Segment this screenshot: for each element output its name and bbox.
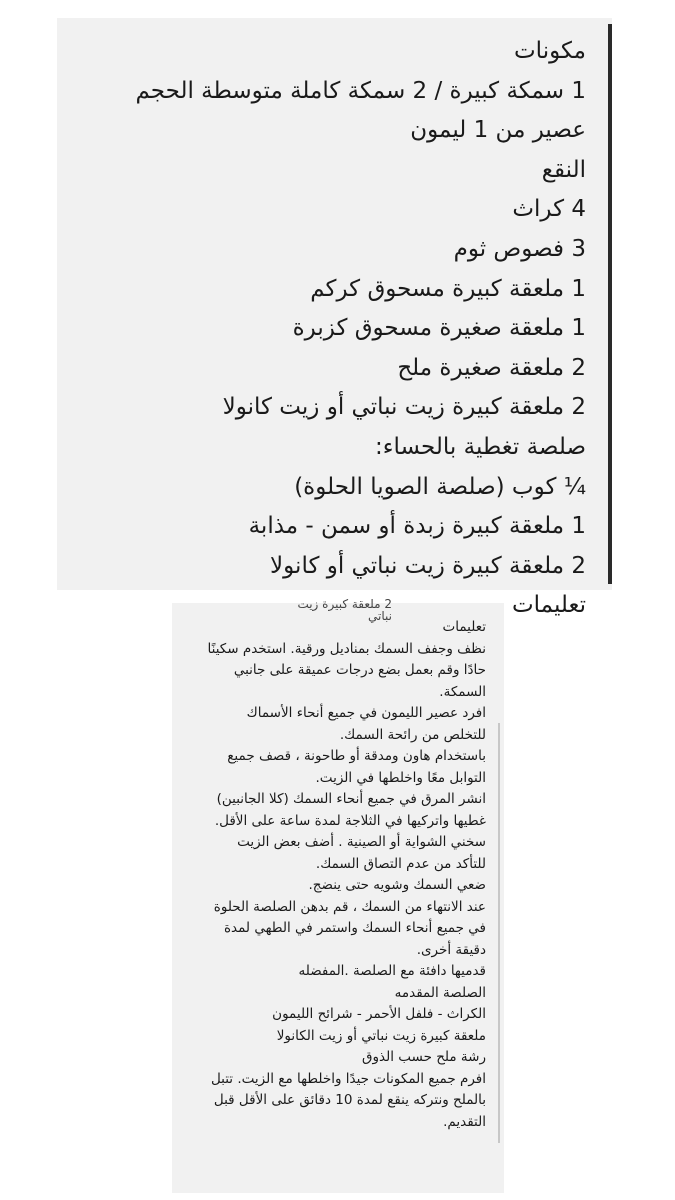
list-item: للتخلص من رائحة السمك.: [339, 726, 486, 743]
list-item: ¼ كوب (صلصة الصويا الحلوة): [294, 473, 586, 500]
cut-off-text: 2 ملعقة كبيرة زيت نباتي: [297, 597, 392, 623]
list-item: غطيها واتركيها في الثلاجة لمدة ساعة على الأقل.: [214, 812, 486, 829]
list-item: بالملح ونتركه ينقع لمدة 10 دقائق على الأقل قبل: [213, 1092, 486, 1108]
list-item: 2 ملعقة صغيرة ملح: [397, 354, 586, 381]
list-item: السمكة.: [439, 683, 486, 700]
list-item: باستخدام هاون ومدقة أو طاحونة ، قصف جميع: [227, 748, 486, 764]
list-item: عند الانتهاء من السمك ، قم بدهن الصلصة الحلوة: [213, 898, 486, 915]
list-item: 2 ملعقة كبيرة زيت نباتي أو كانولا: [270, 552, 586, 579]
list-item: الكراث - فلفل الأحمر - شرائح الليمون: [272, 1006, 486, 1022]
list-item: 1 ملعقة كبيرة مسحوق كركم: [310, 275, 586, 302]
scroll-indicator: [498, 723, 500, 1143]
list-item: دقيقة أخرى.: [416, 941, 486, 958]
list-item: انشر المرق في جميع أنحاء السمك (كلا الجانبين): [216, 791, 486, 807]
list-item: 2 ملعقة كبيرة زيت نباتي أو زيت كانولا: [222, 394, 586, 421]
list-item: التوابل معًا واخلطها في الزيت.: [315, 769, 486, 786]
instructions-list: [180, 617, 486, 1133]
list-item: سخني الشواية أو الصينية . أضف بعض الزيت: [237, 834, 486, 850]
list-item: الصلصة المقدمه: [394, 984, 486, 1001]
list-item: 4 كراث: [512, 196, 586, 223]
list-item: افرد عصير الليمون في جميع أنحاء الأسماك: [246, 705, 486, 721]
list-item: صلصة تغطية بالحساء:: [374, 433, 586, 460]
list-item: النقع: [541, 156, 586, 183]
list-item: 3 فصوص ثوم: [453, 235, 586, 262]
ingredients-panel: [57, 18, 612, 619]
list-item: في جميع أنحاء السمك واستمر في الطهي لمدة: [223, 920, 486, 936]
list-item: 1 ملعقة صغيرة مسحوق كزبرة: [292, 315, 586, 342]
list-item: 1 سمكة كبيرة / 2 سمكة كاملة متوسطة الحجم: [135, 77, 586, 104]
list-item: ضعي السمك وشويه حتى ينضج.: [308, 877, 486, 893]
list-item: افرم جميع المكونات جيدًا واخلطها مع الزيت. تتبل: [210, 1070, 486, 1087]
list-item: مكونات: [514, 38, 586, 64]
list-item: تعليمات: [442, 619, 486, 635]
list-item: تعليمات: [511, 592, 586, 619]
list-item: التقديم.: [443, 1113, 486, 1130]
list-item: رشة ملح حسب الذوق: [362, 1049, 486, 1065]
ingredients-list: [67, 32, 586, 623]
scroll-indicator: [608, 24, 612, 584]
list-item: عصير من 1 ليمون: [410, 117, 586, 144]
instructions-panel: [172, 597, 504, 1193]
list-item: نظف وجفف السمك بمناديل ورقية. استخدم سكينًا: [207, 640, 486, 657]
list-item: للتأكد من عدم التصاق السمك.: [315, 855, 486, 872]
list-item: قدميها دافئة مع الصلصة .المفضله: [298, 963, 486, 979]
list-item: 1 ملعقة كبيرة زبدة أو سمن - مذابة: [248, 513, 586, 540]
list-item: حادًا وقم بعمل بضع درجات عميقة على جانبي: [233, 662, 486, 678]
list-item: ملعقة كبيرة زيت نباتي أو زيت الكانولا: [276, 1027, 486, 1044]
